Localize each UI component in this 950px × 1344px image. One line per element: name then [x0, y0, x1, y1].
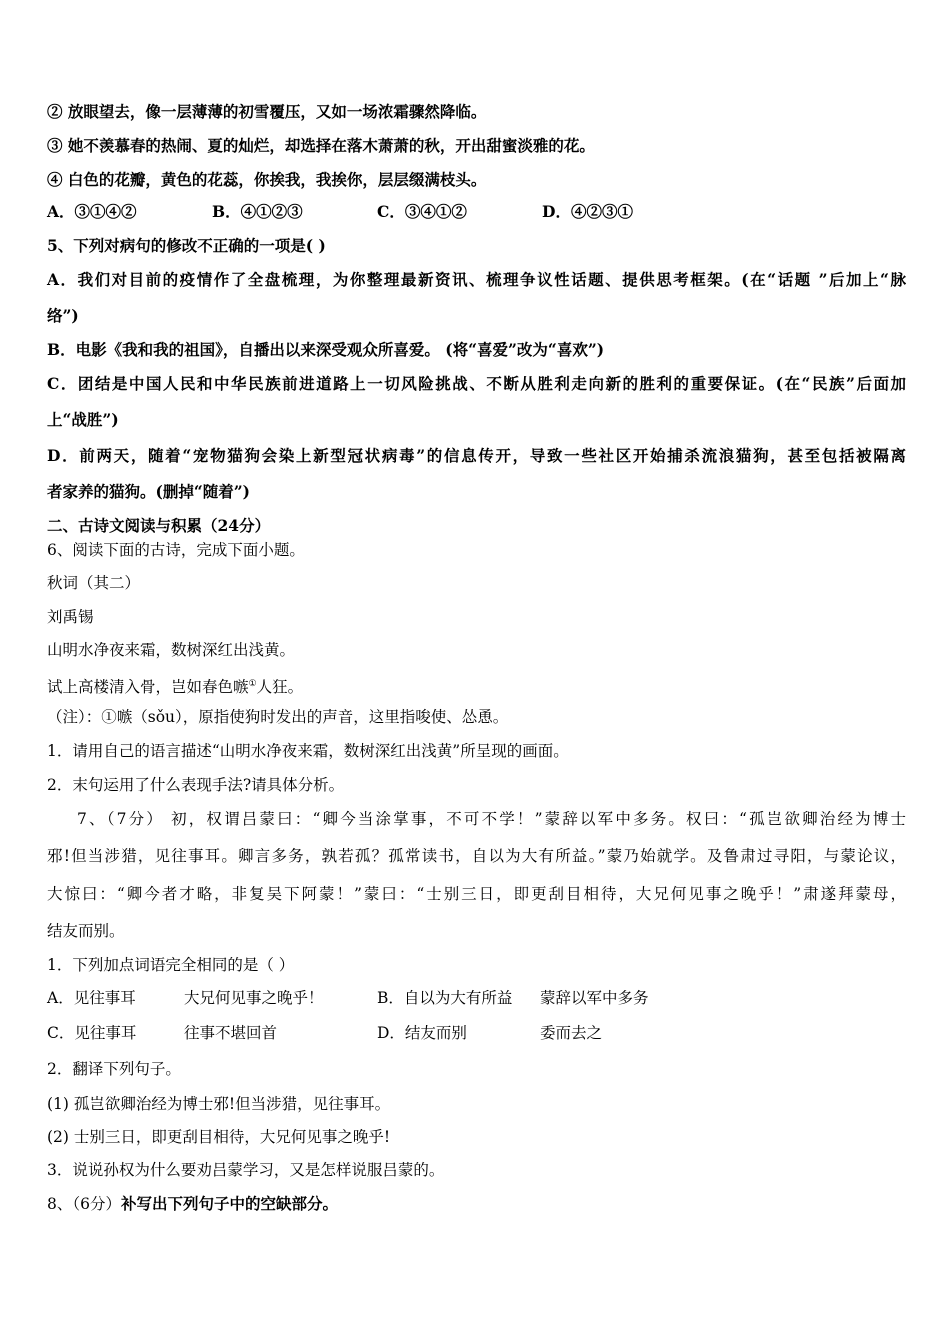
q4-option-d: D．④②③①: [542, 202, 633, 221]
q4-option-a: A．③①④②: [47, 202, 137, 221]
q7-sub-3: 3．说说孙权为什么要劝吕蒙学习，又是怎样说服吕蒙的。: [47, 1161, 445, 1179]
poem-title: 秋词（其二）: [47, 574, 141, 592]
q4-item-2: ② 放眼望去，像一层薄薄的初雪覆压，又如一场浓霜骤然降临。: [47, 102, 487, 121]
q5-option-d-line2: 者家养的猫狗。(删掉“随着”): [47, 482, 250, 501]
q4-option-b: B．④①②③: [212, 202, 303, 221]
q5-option-a-line1: A．我们对目前的疫情作了全盘梳理，为你整理最新资讯、梳理争议性话题、提供思考框架。(在“话题 ”后加上“脉: [47, 270, 906, 289]
q7-option-d-word1: D．结友而别: [377, 1024, 467, 1042]
q7-options-row-2: [47, 1023, 906, 1043]
q7-passage-line-4: 结友而别。: [47, 922, 125, 940]
q7-passage-line-3: 大惊曰：“卿今者才略，非复吴下阿蒙！”蒙曰：“士别三日，即更刮目相待，大兄何见事之晚乎！”肃遂拜蒙母，: [47, 885, 906, 903]
poem-note: （注）：①嗾（sǒu），原指使狗时发出的声音，这里指唆使、怂恿。: [47, 708, 509, 726]
q7-option-a-word2: 大兄何见事之晚乎！: [184, 989, 324, 1007]
poem-author: 刘禹锡: [47, 608, 94, 626]
q7-translate-1: (1) 孤岂欲卿治经为博士邪!但当涉猎，见往事耳。: [47, 1095, 391, 1113]
poem-line-2-part-a: 试上高楼清入骨，岂如春色嗾: [47, 678, 249, 696]
poem-line-2: [47, 674, 906, 697]
q5-option-a-line2: 络”): [47, 306, 79, 325]
q6-sub-2: 2．末句运用了什么表现手法?请具体分析。: [47, 776, 345, 794]
q7-passage-line-2: 邪!但当涉猎，见往事耳。卿言多务，孰若孤？孤常读书，自以为大有所益。”蒙乃始就学。及鲁肃过寻阳，与蒙论议，: [47, 847, 906, 865]
q8-text: 补写出下列句子中的空缺部分。: [120, 1194, 338, 1213]
q6-sub-1: 1．请用自己的语言描述“山明水净夜来霜，数树深红出浅黄”所呈现的画面。: [47, 742, 569, 760]
q7-option-d-word2: 委而去之: [540, 1024, 603, 1042]
q6-stem: 6、阅读下面的古诗，完成下面小题。: [47, 541, 305, 559]
q4-options: [47, 202, 906, 222]
section-heading: 二、古诗文阅读与积累（24分）: [47, 516, 271, 535]
q8-number: 8、（6分）: [47, 1195, 121, 1213]
poem-line-2-part-b: 人狂。: [256, 678, 304, 696]
q4-item-4: ④ 白色的花瓣，黄色的花蕊，你挨我，我挨你，层层缀满枝头。: [47, 170, 487, 189]
q7-option-b-word1: B．自以为大有所益: [377, 989, 513, 1007]
q4-item-3: ③ 她不羡慕春的热闹、夏的灿烂，却选择在落木萧萧的秋，开出甜蜜淡雅的花。: [47, 136, 595, 155]
q7-options-row-1: [47, 988, 906, 1008]
q7-sub-1: 1．下列加点词语完全相同的是（ ）: [47, 956, 295, 974]
q5-option-d-line1: D．前两天，随着“宠物猫狗会染上新型冠状病毒”的信息传开，导致一些社区开始捕杀流浪猫狗，甚至包括被隔离: [47, 446, 906, 465]
q4-option-c: C．③④①②: [377, 202, 467, 221]
q7-option-a-word1: A．见往事耳: [47, 989, 136, 1007]
poem-line-1: 山明水净夜来霜，数树深红出浅黄。: [47, 641, 296, 659]
q8-stem: [47, 1194, 906, 1214]
q5-option-c-line1: C．团结是中国人民和中华民族前进道路上一切风险挑战、不断从胜利走向新的胜利的重要保证。(在“民族”后面加: [47, 374, 906, 393]
q5-option-c-line2: 上“战胜”): [47, 410, 119, 429]
q7-option-c-word2: 往事不堪回首: [184, 1024, 278, 1042]
q7-option-c-word1: C．见往事耳: [47, 1024, 137, 1042]
q7-translate-2: (2) 士别三日，即更刮目相待，大兄何见事之晚乎!: [47, 1128, 391, 1146]
q5-option-b: B．电影《我和我的祖国》，自播出以来深受观众所喜爱。 (将“喜爱”改为“喜欢”): [47, 340, 605, 359]
q5-stem: 5、下列对病句的修改不正确的一项是( ): [47, 236, 326, 255]
q7-option-b-word2: 蒙辞以军中多务: [540, 989, 649, 1007]
footnote-marker: ①: [248, 679, 257, 689]
q7-sub-2: 2．翻译下列句子。: [47, 1060, 181, 1078]
q7-passage-line-1: 7、（7分） 初，权谓吕蒙曰：“卿今当涂掌事，不可不学！”蒙辞以军中多务。权曰：“孤岂欲卿治经为博士: [77, 810, 906, 828]
